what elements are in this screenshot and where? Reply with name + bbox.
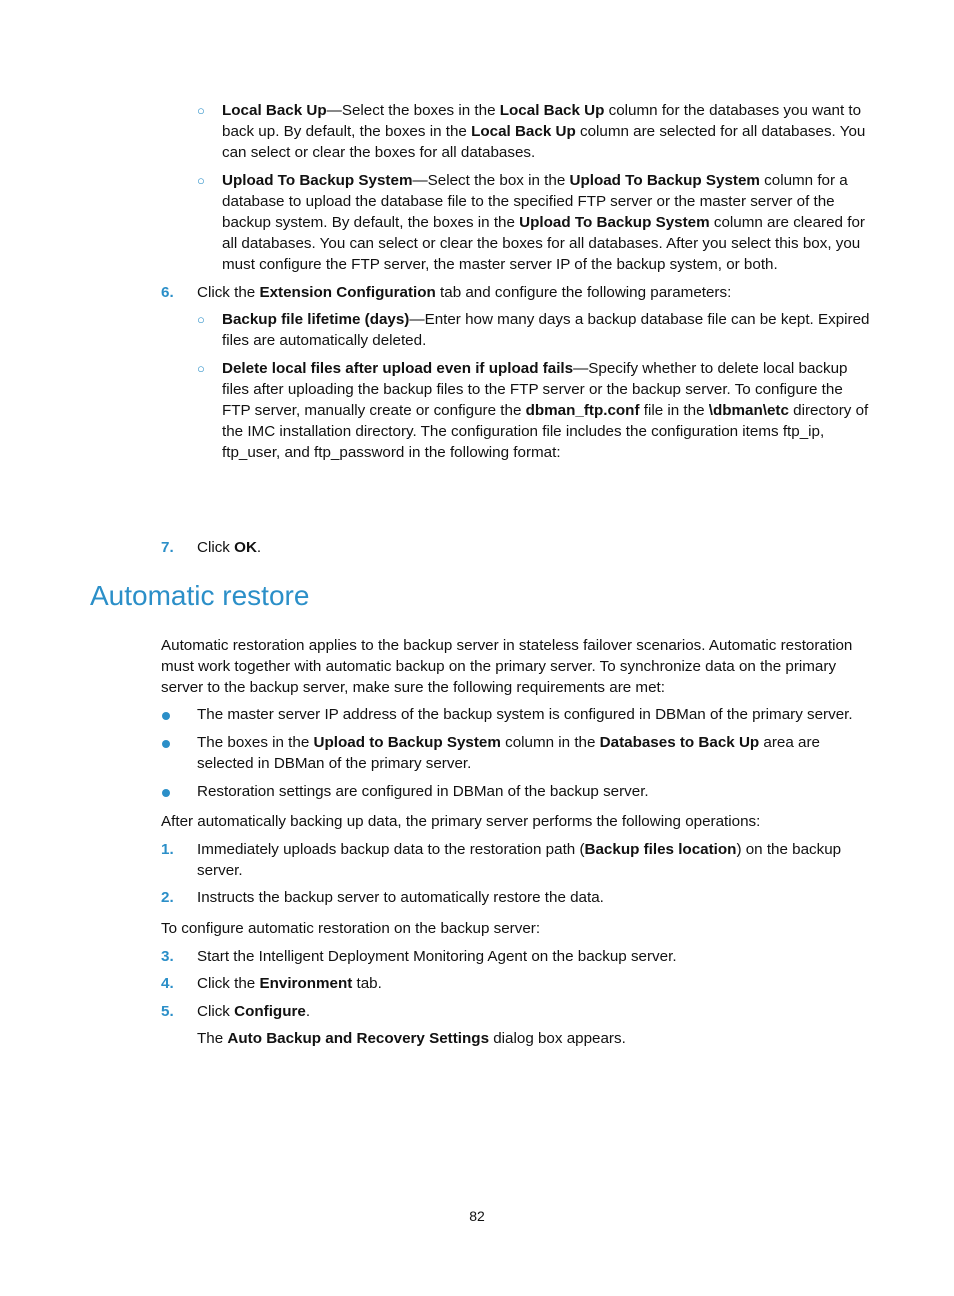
sub-item-marker: ○ bbox=[197, 312, 205, 327]
bullet-dot bbox=[162, 712, 170, 720]
operation-1: Immediately uploads backup data to the restoration path (Backup files location) on the backup server. bbox=[197, 841, 842, 879]
step-7: Click OK. bbox=[197, 539, 262, 556]
step-6: Click the Extension Configuration tab and configure the following parameters: bbox=[197, 284, 732, 301]
step-number: 3. bbox=[161, 948, 174, 965]
upload-to-backup-item: Upload To Backup System—Select the box in the Upload To Backup System column for a database to upload the database file to the specified FTP server or the master server of the backup system. By default, the boxes in the Upload To Backup System column are cleared for all databases. You can select or clear the boxes for all databases. After you select this box, you must configure the FTP server, the master server IP of the backup system, or both. bbox=[222, 172, 865, 273]
step-4: Click the Environment tab. bbox=[197, 975, 382, 992]
configure-paragraph: To configure automatic restoration on the backup server: bbox=[161, 920, 541, 937]
step-number: 7. bbox=[161, 539, 174, 556]
step-5: Click Configure. bbox=[197, 1003, 311, 1020]
step-number: 6. bbox=[161, 284, 174, 301]
step-number: 2. bbox=[161, 889, 174, 906]
step-number: 5. bbox=[161, 1003, 174, 1020]
bullet-item: The master server IP address of the backup system is configured in DBMan of the primary server. bbox=[197, 706, 853, 723]
bullet-dot bbox=[162, 789, 170, 797]
backup-lifetime-item: Backup file lifetime (days)—Enter how many days a backup database file can be kept. Expired files are automatically deleted. bbox=[222, 311, 870, 349]
dialog-note: The Auto Backup and Recovery Settings dialog box appears. bbox=[197, 1030, 626, 1047]
bullet-dot bbox=[162, 740, 170, 748]
local-back-up-item: Local Back Up—Select the boxes in the Local Back Up column for the databases you want to back up. By default, the boxes in the Local Back Up column are selected for all databases. You can select or clear the boxes for all databases. bbox=[222, 102, 866, 161]
section-heading: Automatic restore bbox=[90, 580, 310, 611]
step-number: 4. bbox=[161, 975, 174, 992]
intro-paragraph: Automatic restoration applies to the backup server in stateless failover scenarios. Automatic restoration must work together with automatic backup on the primary server. To synchronize data on the primary server to the backup server, make sure the following requirements are met: bbox=[161, 637, 853, 696]
bullet-item: Restoration settings are configured in DBMan of the backup server. bbox=[197, 783, 649, 800]
sub-item-marker: ○ bbox=[197, 361, 205, 376]
sub-item-marker: ○ bbox=[197, 103, 205, 118]
sub-item-marker: ○ bbox=[197, 173, 205, 188]
page-number: 82 bbox=[469, 1208, 485, 1224]
after-paragraph: After automatically backing up data, the primary server performs the following operations: bbox=[161, 813, 761, 830]
term: Upload To Backup System bbox=[222, 172, 413, 189]
step-number: 1. bbox=[161, 841, 174, 858]
operation-2: Instructs the backup server to automatically restore the data. bbox=[197, 889, 604, 906]
step-3: Start the Intelligent Deployment Monitoring Agent on the backup server. bbox=[197, 948, 677, 965]
delete-local-files-item: Delete local files after upload even if upload fails—Specify whether to delete local backup files after uploading the backup files to the FTP server or the backup server. To configure the FTP server, manually create or configure the dbman_ftp.conf file in the \dbman\etc directory of the IMC installation directory. The configuration file includes the configuration items ftp_ip, ftp_user, and ftp_password in the following format: bbox=[222, 360, 869, 461]
bullet-item: The boxes in the Upload to Backup System column in the Databases to Back Up area are selected in DBMan of the primary server. bbox=[197, 734, 820, 772]
term: Local Back Up bbox=[222, 102, 327, 119]
